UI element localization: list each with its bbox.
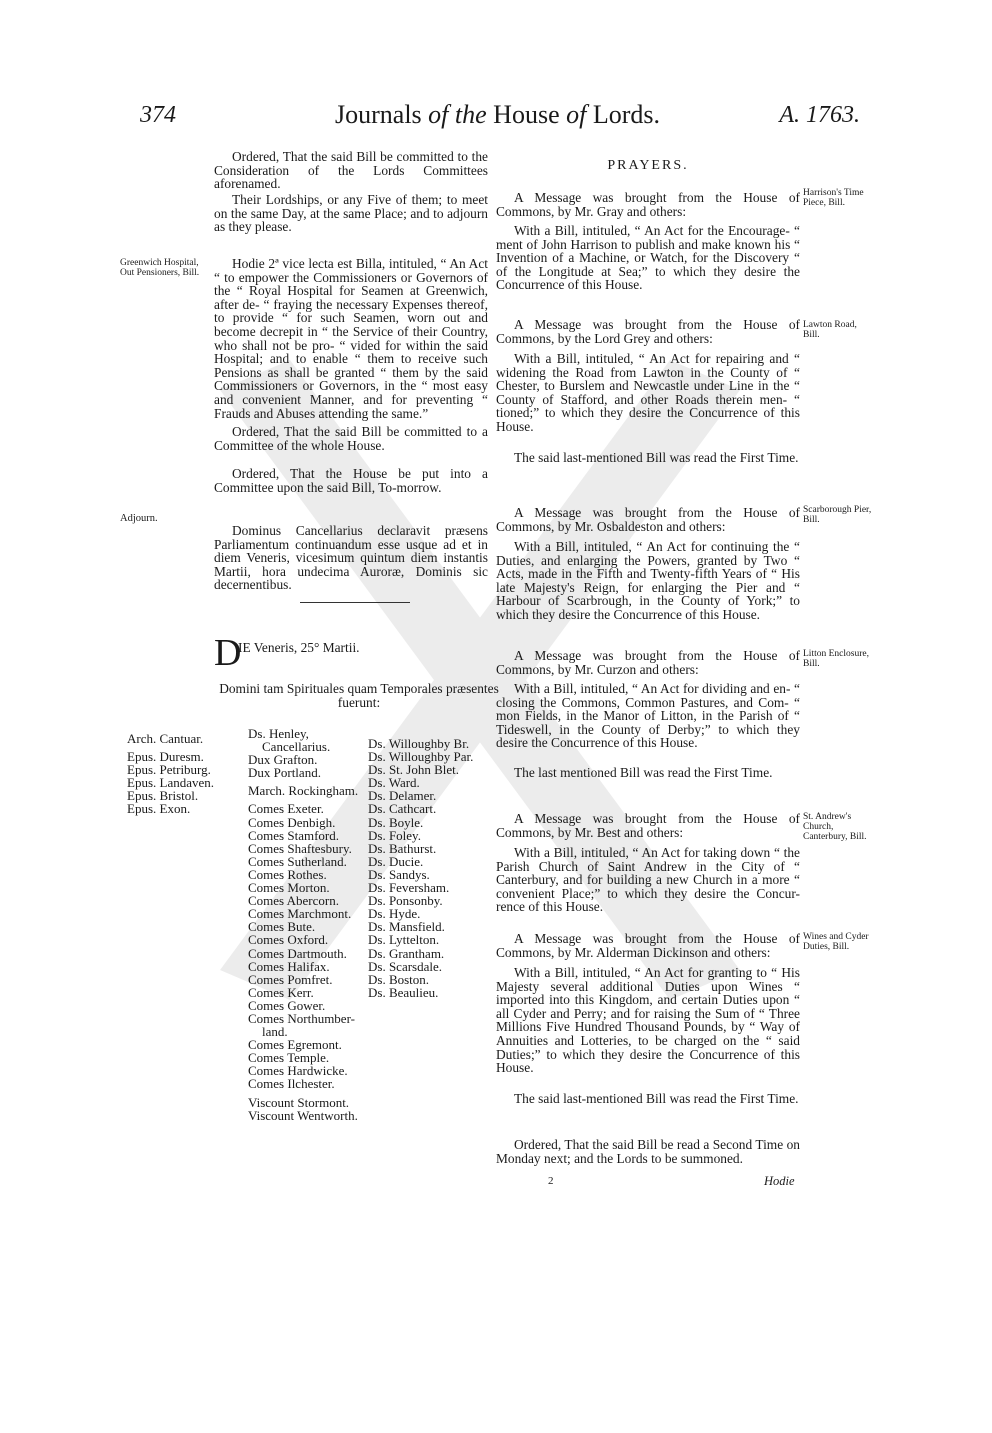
- lord-entry: Ds. Beaulieu.: [368, 984, 439, 1000]
- lord-entry: Epus. Duresm.: [127, 749, 204, 765]
- date-line: IE Veneris, 25° Martii.: [238, 640, 360, 655]
- margin-note-greenwich: Greenwich Hospital, Out Pensioners, Bill.: [120, 258, 200, 278]
- paragraph-text: A Message was brought from the House of Commons, by the Lord Grey and others:: [496, 317, 800, 346]
- lord-entry: Ds. Hyde.: [368, 906, 421, 922]
- page-header: [140, 100, 860, 140]
- title-of-the: of the: [428, 100, 487, 129]
- lord-entry: Comes Marchmont.: [248, 906, 352, 922]
- paragraph-text: With a Bill, intituled, “ An Act for dividing and en- “ closing the Commons, Common Pastures, and Com- “ mon Fields, in the Manor of Litton, in the Parish of “ Tideswell, in the County of Derby;” to which they desire the Concurrence of this House.: [496, 681, 800, 751]
- lord-entry: Comes Temple.: [248, 1050, 330, 1066]
- paragraph-text: A Message was brought from the House of Commons, by Mr. Best and others:: [496, 811, 800, 840]
- paragraph-text: The said last-mentioned Bill was read the First Time.: [514, 450, 799, 465]
- lord-entry: Viscount Wentworth.: [248, 1107, 358, 1123]
- title-journals: Journals: [335, 100, 422, 129]
- paragraph-text: The last mentioned Bill was read the First Time.: [514, 765, 773, 780]
- ordered-committee: [214, 425, 488, 452]
- paragraph-text: With a Bill, intituled, “ An Act for the Encourage- “ ment of John Harrison to publish and make known his “ Invention of a Machine, or Watch, for the Discovery “ of the Longitude at Sea;” to which they desire the Concurrence of this House.: [496, 223, 800, 293]
- lord-entry: Ds. Boyle.: [368, 814, 424, 830]
- lord-entry: Ds. Willoughby Par.: [368, 749, 474, 765]
- paragraph-text: A Message was brought from the House of Commons, by Mr. Gray and others:: [496, 190, 800, 219]
- lord-entry: Comes Rothes.: [248, 866, 327, 882]
- wines-message: [496, 932, 800, 959]
- paragraph-text: With a Bill, intituled, “ An Act for taking down “ the Parish Church of Saint Andrew in the City of “ Canterbury, and for building a new Church in a more “ convenient Place;” to which they desire the Concur- rence of this House.: [496, 845, 800, 915]
- ordered-committed: [214, 150, 488, 191]
- paragraph-text: A Message was brought from the House of Commons, by Mr. Osbaldeston and others:: [496, 505, 800, 534]
- lord-entry: Comes Abercorn.: [248, 893, 339, 909]
- wines-first-reading: [496, 1092, 800, 1106]
- wines-bill: [496, 966, 800, 1075]
- greenwich-bill: [214, 257, 488, 420]
- ordered-second-reading: [496, 1138, 800, 1165]
- paragraph-text: Ordered, That the said Bill be read a Second Time on Monday next; and the Lords to be summoned.: [496, 1137, 800, 1166]
- margin-note-litton: Litton Enclosure, Bill.: [803, 649, 869, 669]
- lord-entry: Comes Stamford.: [248, 827, 339, 843]
- lord-entry: Ds. Henley,: [248, 726, 309, 741]
- lord-entry: Ds. Foley.: [368, 827, 421, 843]
- lord-entry: Comes Dartmouth.: [248, 945, 347, 961]
- lordships-meet: [214, 193, 488, 234]
- lord-entry: March. Rockingham.: [248, 783, 359, 799]
- lord-entry: Ds. Cathcart.: [368, 801, 437, 817]
- catchword: Hodie: [764, 1174, 795, 1188]
- lord-entry: Comes Bute.: [248, 919, 316, 935]
- margin-note-lawton: Lawton Road, Bill.: [803, 320, 857, 340]
- harrison-bill: [496, 224, 800, 292]
- margin-note-scarborough: Scarborough Pier, Bill.: [803, 505, 872, 525]
- litton-bill: [496, 682, 800, 750]
- paragraph-text: A Message was brought from the House of Commons, by Mr. Alderman Dickinson and others:: [496, 931, 800, 960]
- lord-entry: Ds. Bathurst.: [368, 840, 437, 856]
- lord-entry: Comes Hardwicke.: [248, 1063, 348, 1079]
- lord-entry: Cancellarius.: [262, 739, 331, 755]
- lord-entry: Comes Sutherland.: [248, 853, 347, 869]
- litton-first-reading: [496, 766, 800, 780]
- title-house: House: [493, 100, 560, 129]
- section-divider: [300, 602, 410, 603]
- lawton-message: [496, 318, 800, 345]
- paragraph-text: The said last-mentioned Bill was read the First Time.: [514, 1091, 799, 1106]
- scarborough-message: [496, 506, 800, 533]
- lord-entry: Comes Ilchester.: [248, 1076, 335, 1092]
- lawton-bill: [496, 352, 800, 434]
- lord-entry: Comes Egremont.: [248, 1037, 342, 1053]
- adjournment-latin: [214, 524, 488, 592]
- paragraph-text: Their Lordships, or any Five of them; to meet on the same Day, at the same Place; and to adjourn as they please.: [214, 192, 488, 235]
- lord-entry: Dux Grafton.: [248, 752, 318, 768]
- paragraph-text: Hodie 2ª vice lecta est Billa, intituled, “ An Act “ to empower the Commissioners or Governors of the “ Royal Hospital for Seamen at Greenwich, after de- “ fraying the necessary Expenses thereof, to provide “ for such Seamen, worn out and become decrepit in “ the Service of their Country, who shall not be pro- “ vided for within the said Hospital; and to enable “ them to receive such Pensions as shall be granted “ them by the said Commissioners or Governors, in the “ most easy and convenient Manner, and for preventing “ Frauds and Abuses attending the same.”: [214, 256, 488, 421]
- st-andrew-message: [496, 812, 800, 839]
- lord-entry: Ds. Ponsonby.: [368, 893, 443, 909]
- paragraph-text: With a Bill, intituled, “ An Act for continuing the “ Duties, and enlarging the Powers, granted by Two “ Acts, made in the Fifth and Twenty-fifth Years of “ His late Majesty's Reign, for enlarging the Pier and “ Harbour of Scarbrough, in the County of York;” to which they desire the Concurrence of this House.: [496, 539, 800, 622]
- paragraph-text: Ordered, That the said Bill be committed to a Committee of the whole House.: [214, 424, 488, 453]
- paragraph-text: Ordered, That the House be put into a Committee upon the said Bill, To-morrow.: [214, 466, 488, 495]
- page-year: A. 1763.: [779, 102, 860, 128]
- lord-entry: Ds. Lyttelton.: [368, 932, 440, 948]
- lord-entry: Comes Shaftesbury.: [248, 840, 352, 856]
- litton-message: [496, 649, 800, 676]
- lord-entry: Comes Northumber-: [248, 1010, 355, 1026]
- lord-entry: Ds. Boston.: [368, 971, 430, 987]
- lord-entry: Comes Kerr.: [248, 984, 314, 1000]
- lord-entry: Comes Denbigh.: [248, 814, 336, 830]
- lord-entry: Epus. Petriburg.: [127, 762, 211, 778]
- lord-entry: Ds. Willoughby Br.: [368, 736, 470, 751]
- lord-entry: Ds. Ward.: [368, 775, 420, 791]
- paragraph-text: Domini tam Spirituales quam Temporales præsentes fuerunt:: [219, 681, 499, 710]
- lord-entry: Ds. Ducie.: [368, 853, 424, 869]
- lords-list-col2: [248, 727, 358, 1122]
- lord-entry: Arch. Cantuar.: [127, 731, 204, 746]
- present-line: [214, 682, 504, 709]
- prayers-heading: PRAYERS.: [607, 158, 689, 173]
- lord-entry: Dux Portland.: [248, 765, 321, 781]
- margin-note-wines: Wines and Cyder Duties, Bill.: [803, 932, 869, 952]
- paragraph-text: Dominus Cancellarius declaravit præsens Parliamentum continuandum esse usque ad et in diem Veneris, vicesimum quintum diem instantis Martii, hora undecima Auroræ, Dominis sic decernentibus.: [214, 523, 488, 593]
- scarborough-bill: [496, 540, 800, 622]
- lord-entry: land.: [262, 1024, 288, 1040]
- lawton-first-reading: [496, 451, 800, 465]
- harrison-message: [496, 191, 800, 218]
- title-of: of: [566, 100, 587, 129]
- lord-entry: Viscount Stormont.: [248, 1094, 350, 1110]
- paragraph-text: With a Bill, intituled, “ An Act for granting to “ His Majesty several additional Duties upon Wines “ imported into this Kingdom, and certain Duties upon “ all Cyder and Perry; and for raising the Sum of “ Three Millions Five Hundred Thousand Pounds, by “ Way of Annuities and Lotteries, to be charged on the “ said Duties;” to which they desire the Concurrence of this House.: [496, 965, 800, 1076]
- lord-entry: Ds. Scarsdale.: [368, 958, 443, 974]
- lord-entry: Comes Oxford.: [248, 932, 329, 948]
- signature-mark: 2: [548, 1175, 554, 1187]
- lord-entry: Comes Gower.: [248, 997, 326, 1013]
- title-lords: Lords.: [592, 100, 661, 129]
- lord-entry: Epus. Landaven.: [127, 775, 215, 791]
- st-andrew-bill: [496, 846, 800, 914]
- lord-entry: Ds. Mansfield.: [368, 919, 445, 935]
- lord-entry: Epus. Bristol.: [127, 788, 199, 804]
- lord-entry: Ds. Sandys.: [368, 866, 430, 882]
- drop-cap: D: [214, 632, 242, 674]
- lord-entry: Ds. St. John Blet.: [368, 762, 460, 778]
- paragraph-text: A Message was brought from the House of Commons, by Mr. Curzon and others:: [496, 648, 800, 677]
- margin-note-adjourn: Adjourn.: [120, 513, 158, 524]
- running-title: [335, 100, 660, 130]
- lord-entry: Comes Morton.: [248, 880, 330, 896]
- lord-entry: Comes Halifax.: [248, 958, 330, 974]
- margin-note-harrison: Harrison's Time Piece, Bill.: [803, 188, 864, 208]
- lords-list-col1: [127, 732, 214, 816]
- page-number: 374: [140, 102, 176, 128]
- lord-entry: Epus. Exon.: [127, 801, 191, 817]
- lord-entry: Comes Pomfret.: [248, 971, 333, 987]
- lords-list-col3: [368, 737, 473, 999]
- paragraph-text: Ordered, That the said Bill be committed to the Consideration of the Lords Committees aforenamed.: [214, 149, 488, 192]
- paragraph-text: With a Bill, intituled, “ An Act for repairing and “ widening the Road from Lawton in the County of “ Chester, to Burslem and Newcastle under Line in the “ County of Stafford, and other Roads therein men- “ tioned;” to which they desire the Concurrence of this House.: [496, 351, 800, 434]
- lord-entry: Comes Exeter.: [248, 801, 324, 817]
- margin-note-st-andrew: St. Andrew's Church, Canterbury, Bill.: [803, 812, 867, 842]
- lord-entry: Ds. Grantham.: [368, 945, 445, 961]
- ordered-tomorrow: [214, 467, 488, 494]
- lord-entry: Ds. Feversham.: [368, 880, 450, 896]
- lord-entry: Ds. Delamer.: [368, 788, 437, 804]
